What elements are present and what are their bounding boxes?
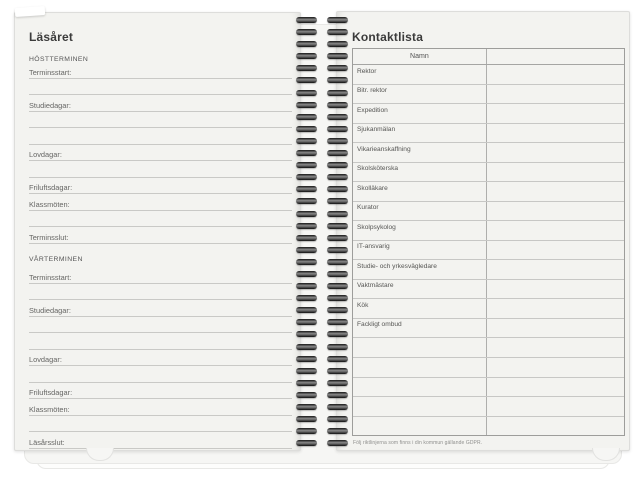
table-row xyxy=(353,202,624,222)
table-row xyxy=(353,65,624,85)
spring-term-fields xyxy=(29,267,292,449)
planner-left-page xyxy=(14,12,301,451)
spiral-wire-loop xyxy=(296,368,348,374)
spiral-wire-loop xyxy=(296,295,348,301)
spiral-wire-loop xyxy=(296,138,348,144)
spiral-wire-loop xyxy=(296,235,348,241)
field-row xyxy=(29,267,292,284)
contact-name-cell: Studie- och yrkesvägledare xyxy=(357,262,437,270)
field-label: Lovdagar: xyxy=(29,355,62,364)
autumn-term-fields xyxy=(29,62,292,244)
table-row xyxy=(353,241,624,261)
field-label: Läsårsslut: xyxy=(29,437,65,447)
spiral-wire-loop xyxy=(296,150,348,156)
field-row xyxy=(29,300,292,317)
blank-ruled-line xyxy=(29,366,292,383)
spiral-wire-loop xyxy=(296,102,348,108)
table-row-empty xyxy=(353,397,624,417)
contact-name-cell: Vaktmästare xyxy=(357,282,394,290)
spiral-wire-loop xyxy=(296,331,348,337)
spiral-wire-loop xyxy=(296,271,348,277)
spiral-wire-loop xyxy=(296,392,348,398)
spiral-wire-loop xyxy=(296,126,348,132)
field-label: Studiedagar: xyxy=(29,305,71,315)
field-label: Studiedagar: xyxy=(29,100,71,110)
spiral-wire-loop xyxy=(296,440,348,446)
table-row xyxy=(353,319,624,339)
left-page-title: Läsåret xyxy=(29,30,74,44)
contact-name-cell: Skolpsykolog xyxy=(357,223,396,231)
contact-name-cell: Kurator xyxy=(357,204,379,212)
contact-name-cell: Skolsköterska xyxy=(357,165,399,173)
table-row xyxy=(353,221,624,241)
field-label: Terminsstart: xyxy=(29,272,72,282)
gdpr-footnote: Följ riktlinjerna som finns i din kommun gällande GDPR. xyxy=(353,440,483,446)
blank-ruled-line xyxy=(29,317,292,334)
contact-name-cell: Rektor xyxy=(357,67,377,75)
table-row xyxy=(353,124,624,144)
table-row xyxy=(353,299,624,319)
table-row-empty xyxy=(353,378,624,398)
contact-name-cell: Skolläkare xyxy=(357,184,388,192)
field-label: Terminsstart: xyxy=(29,67,72,77)
table-row xyxy=(353,280,624,300)
spiral-wire-loop xyxy=(296,344,348,350)
contact-name-cell: Vikarieanskaffning xyxy=(357,145,411,153)
field-row xyxy=(29,383,292,400)
field-label: Klassmöten: xyxy=(29,404,70,414)
spiral-wire-loop xyxy=(296,319,348,325)
table-row xyxy=(353,143,624,163)
table-row xyxy=(353,182,624,202)
spiral-wire-loop xyxy=(296,428,348,434)
blank-ruled-line xyxy=(29,112,292,129)
spiral-wire-loop xyxy=(296,259,348,265)
table-row xyxy=(353,163,624,183)
field-row xyxy=(29,145,292,162)
spiral-wire-loop xyxy=(296,416,348,422)
spiral-wire-loop xyxy=(296,65,348,71)
blank-ruled-line xyxy=(29,79,292,96)
blank-ruled-line xyxy=(29,161,292,178)
spiral-binding xyxy=(296,17,348,454)
field-label: Friluftsdagar: xyxy=(29,183,73,192)
table-row-empty xyxy=(353,358,624,378)
field-row xyxy=(29,350,292,367)
contact-name-cell: Expedition xyxy=(357,106,388,114)
table-row xyxy=(353,260,624,280)
field-row xyxy=(29,95,292,112)
contact-name-cell: Kök xyxy=(357,301,369,309)
spiral-wire-loop xyxy=(296,223,348,229)
right-page-title: Kontaktlista xyxy=(352,30,424,44)
field-row xyxy=(29,227,292,244)
contact-table xyxy=(352,48,625,436)
blank-ruled-line xyxy=(29,333,292,350)
spring-term-heading: VÅRTERMINEN xyxy=(29,256,83,263)
spiral-wire-loop xyxy=(296,17,348,23)
spiral-wire-loop xyxy=(296,162,348,168)
spiral-wire-loop xyxy=(296,380,348,386)
spiral-wire-loop xyxy=(296,211,348,217)
table-header-row xyxy=(353,49,624,65)
spiral-wire-loop xyxy=(296,307,348,313)
blank-ruled-line xyxy=(29,211,292,228)
table-row xyxy=(353,85,624,105)
spiral-wire-loop xyxy=(296,29,348,35)
spiral-wire-loop xyxy=(296,356,348,362)
spiral-wire-loop xyxy=(296,198,348,204)
table-row-empty xyxy=(353,417,624,436)
field-label: Friluftsdagar: xyxy=(29,388,73,397)
contact-name-cell: Sjukanmälan xyxy=(357,126,396,134)
planner-right-page xyxy=(336,11,630,451)
field-row xyxy=(29,432,292,449)
field-label: Klassmöten: xyxy=(29,199,70,209)
spiral-wire-loop xyxy=(296,283,348,289)
table-row-empty xyxy=(353,338,624,358)
spiral-wire-loop xyxy=(296,114,348,120)
contact-name-cell: Fackligt ombud xyxy=(357,321,402,329)
blank-ruled-line xyxy=(29,284,292,301)
contact-name-cell: Bitr. rektor xyxy=(357,87,388,95)
spiral-wire-loop xyxy=(296,53,348,59)
blank-ruled-line xyxy=(29,416,292,433)
table-row xyxy=(353,104,624,124)
field-label: Terminsslut: xyxy=(29,232,69,242)
field-row xyxy=(29,178,292,195)
spiral-wire-loop xyxy=(296,247,348,253)
spiral-wire-loop xyxy=(296,77,348,83)
spiral-wire-loop xyxy=(296,41,348,47)
contact-name-cell: IT-ansvarig xyxy=(357,243,390,251)
spiral-wire-loop xyxy=(296,404,348,410)
blank-ruled-line xyxy=(29,128,292,145)
table-header-namn: Namn xyxy=(410,53,429,60)
spiral-wire-loop xyxy=(296,186,348,192)
field-row xyxy=(29,399,292,416)
spiral-wire-loop xyxy=(296,90,348,96)
autumn-term-heading: HÖSTTERMINEN xyxy=(29,56,89,63)
field-label: Lovdagar: xyxy=(29,150,62,159)
field-row xyxy=(29,194,292,211)
field-row xyxy=(29,62,292,79)
spiral-wire-loop xyxy=(296,174,348,180)
